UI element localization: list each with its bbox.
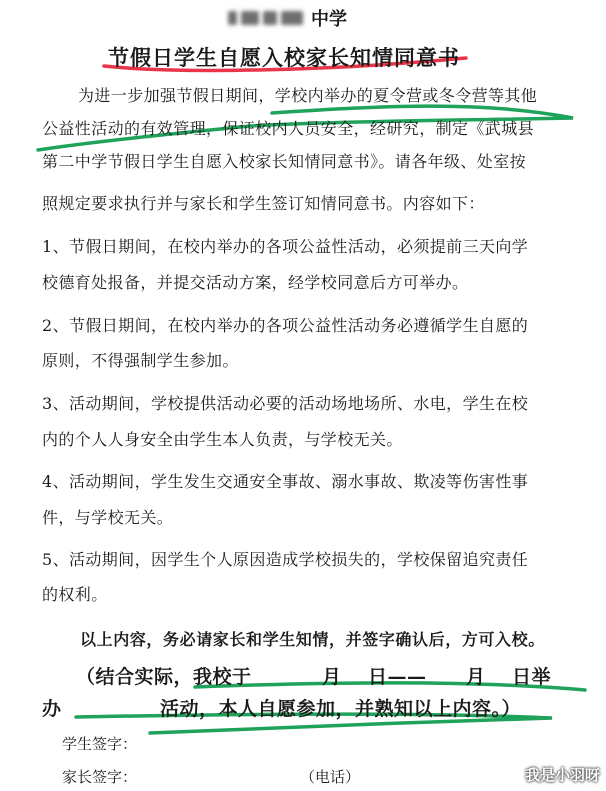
clause-3-line: 3、活动期间，学校提供活动必要的活动场地场所、水电，学生在校 xyxy=(42,394,529,413)
redacted-block xyxy=(228,11,237,25)
body-line: 照规定要求执行并与家长和学生签订知情同意书。内容如下： xyxy=(42,194,485,213)
clause-3-line: 内的个人人身安全由学生本人负责，与学校无关。 xyxy=(42,430,403,449)
consent-day-2: 日举 xyxy=(512,666,552,688)
clause-1-line: 1、节假日期间，在校内举办的各项公益性活动，必须提前三天向学 xyxy=(42,237,529,256)
body-line: 第二中学节假日学生自愿入校家长知情同意书》。请各年级、处室按 xyxy=(42,152,527,171)
clause-5-line: 的权利。 xyxy=(42,585,108,604)
watermark-text: 我是小羽呀 xyxy=(524,766,600,784)
redacted-block xyxy=(241,11,259,25)
consent-month-1: 月 xyxy=(322,666,342,688)
consent-month-2: 月 xyxy=(466,666,486,688)
consent-line-1-start: （结合实际，我校于 xyxy=(76,666,252,688)
parent-signature-label: 家长签字： xyxy=(62,768,138,786)
notice-line: 以上内容，务必请家长和学生知情，并签字确认后，方可入校。 xyxy=(80,630,545,649)
consent-line-2-rest: 活动，本人自愿参加，并熟知以上内容。） xyxy=(160,698,522,720)
school-name-row xyxy=(228,4,347,32)
clause-2-line: 原则，不得强制学生参加。 xyxy=(42,351,239,370)
redacted-block xyxy=(263,11,277,25)
consent-line-2-start: 办 xyxy=(42,698,62,720)
redacted-block xyxy=(281,11,303,25)
clause-4-line: 件，与学校无关。 xyxy=(42,508,174,527)
clause-5-line: 5、活动期间，因学生个人原因造成学校损失的，学校保留追究责任 xyxy=(42,550,529,569)
body-line: 为进一步加强节假日期间，学校内举办的夏令营或冬令营等其他 xyxy=(78,86,538,105)
school-suffix: 中学 xyxy=(311,9,347,30)
consent-day-1: 日—— xyxy=(368,666,427,688)
body-line: 公益性活动的有效管理，保证校内人员安全，经研究，制定《武城县 xyxy=(42,119,535,138)
clause-1-line: 校德育处报备，并提交活动方案，经学校同意后方可举办。 xyxy=(42,273,469,292)
clause-2-line: 2、节假日期间，在校内举办的各项公益性活动务必遵循学生自愿的 xyxy=(42,316,529,335)
student-signature-label: 学生签字： xyxy=(62,735,138,753)
clause-4-line: 4、活动期间，学生发生交通安全事故、溺水事故、欺凌等伤害性事 xyxy=(42,472,529,491)
phone-label: （电话） xyxy=(300,768,361,786)
document-title: 节假日学生自愿入校家长知情同意书 xyxy=(108,45,460,70)
